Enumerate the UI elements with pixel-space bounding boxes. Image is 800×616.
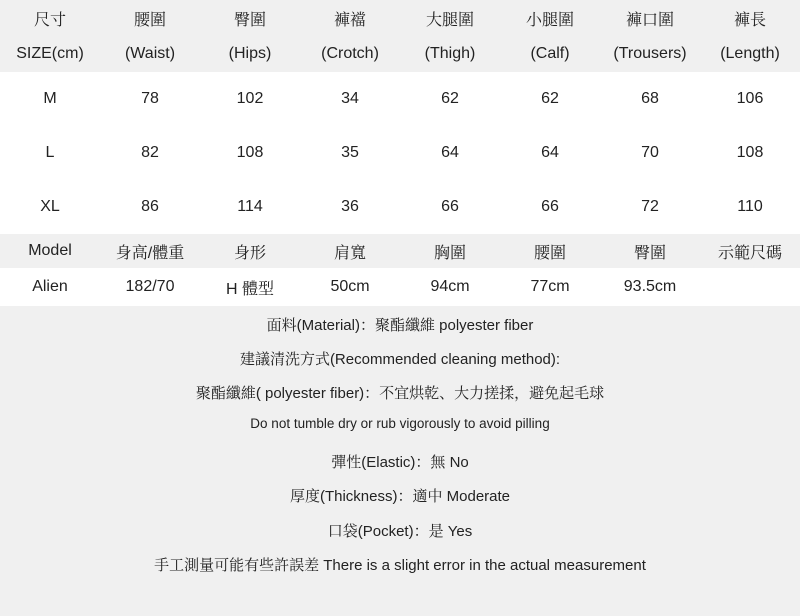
hips-value: 102	[236, 90, 264, 107]
model-header-shoulder: 肩寬	[333, 244, 366, 262]
model-chest: 94cm	[430, 278, 470, 295]
hips-value: 114	[237, 198, 263, 215]
calf-value: 64	[541, 144, 559, 161]
cleaning-title: 建議清洗方式(Recommended cleaning method):	[239, 351, 561, 368]
pocket-note: 口袋(Pocket)：是 Yes	[327, 523, 473, 540]
thickness-note: 厚度(Thickness)：適中 Moderate	[289, 488, 511, 505]
model-header-demo-size: 示範尺碼	[717, 244, 782, 262]
hips-value: 108	[236, 144, 264, 161]
model-header-hips: 臀圍	[633, 244, 666, 262]
model-waist: 77cm	[530, 278, 570, 295]
header-hips-zh: 臀圍	[233, 11, 266, 29]
table-row	[0, 126, 800, 180]
header-trousers-en: (Trousers)	[613, 45, 687, 62]
length-value: 110	[737, 198, 763, 215]
trousers-value: 68	[641, 90, 659, 107]
model-body-type: H 體型	[225, 280, 274, 298]
size-label: L	[45, 144, 55, 161]
model-height-weight: 182/70	[125, 278, 175, 295]
calf-value: 62	[541, 90, 559, 107]
header-size-zh: 尺寸	[33, 11, 66, 29]
model-header-height-weight: 身高/體重	[115, 244, 185, 262]
header-crotch-en: (Crotch)	[321, 45, 379, 62]
header-length-zh: 褲長	[733, 11, 766, 29]
model-header-chest: 胸圍	[433, 244, 466, 262]
header-waist-en: (Waist)	[124, 45, 176, 62]
thigh-value: 64	[441, 144, 459, 161]
header-hips-en: (Hips)	[228, 45, 272, 62]
crotch-value: 36	[341, 198, 359, 215]
model-demo-size	[700, 268, 800, 306]
header-calf-en: (Calf)	[530, 45, 570, 62]
model-hips: 93.5cm	[623, 278, 677, 295]
crotch-value: 35	[341, 144, 359, 161]
header-waist-zh: 腰圍	[133, 11, 166, 29]
model-table-header	[0, 234, 800, 268]
elastic-note: 彈性(Elastic)：無 No	[331, 454, 469, 471]
measurement-error-note: 手工測量可能有些許誤差 There is a slight error in the actual measurement	[154, 557, 646, 574]
header-calf-zh: 小腿圍	[525, 11, 574, 29]
model-table-row	[0, 268, 800, 306]
header-size-en: SIZE(cm)	[16, 45, 84, 62]
table-row	[0, 72, 800, 126]
waist-value: 82	[141, 144, 159, 161]
header-trousers-zh: 褲口圍	[625, 11, 674, 29]
cleaning-note-zh: 聚酯纖維( polyester fiber)：不宜烘乾、大力搓揉，避免起毛球	[195, 385, 605, 402]
waist-value: 78	[141, 90, 159, 107]
size-label: XL	[40, 198, 60, 215]
size-label: M	[43, 90, 57, 107]
waist-value: 86	[141, 198, 159, 215]
header-length-en: (Length)	[720, 45, 780, 62]
trousers-value: 70	[641, 144, 659, 161]
model-name: Alien	[32, 278, 68, 295]
header-thigh-en: (Thigh)	[424, 45, 476, 62]
header-thigh-zh: 大腿圍	[425, 11, 474, 29]
trousers-value: 72	[641, 198, 659, 215]
calf-value: 66	[541, 198, 559, 215]
size-table-header-en	[0, 36, 800, 72]
cleaning-note-en: Do not tumble dry or rub vigorously to avoid pilling	[250, 416, 550, 431]
header-crotch-zh: 褲襠	[333, 11, 366, 29]
thigh-value: 66	[441, 198, 459, 215]
model-header-body-type: 身形	[233, 244, 266, 262]
model-header-waist: 腰圍	[533, 244, 566, 262]
size-table-header-zh	[0, 0, 800, 36]
length-value: 108	[736, 144, 764, 161]
product-notes	[0, 306, 800, 616]
length-value: 106	[736, 90, 764, 107]
model-header-model: Model	[28, 242, 72, 259]
model-shoulder: 50cm	[330, 278, 370, 295]
material-note: 面料(Material)：聚酯纖維 polyester fiber	[266, 317, 534, 334]
thigh-value: 62	[441, 90, 459, 107]
crotch-value: 34	[341, 90, 359, 107]
table-row	[0, 180, 800, 234]
